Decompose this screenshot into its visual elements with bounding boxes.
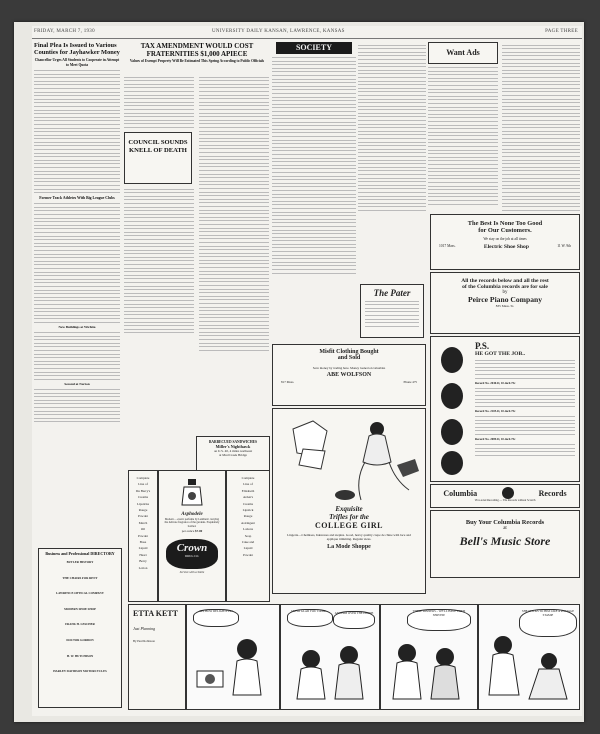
column-2	[124, 42, 270, 432]
column-1	[34, 42, 120, 547]
article-track-body	[34, 203, 120, 323]
portrait-2	[441, 383, 463, 409]
ps-body-3	[475, 416, 575, 435]
electric-line-2: for Our Customers.	[478, 227, 532, 234]
misfit-line-1: Misfit Clothing Bought	[319, 349, 379, 355]
columbia-title-row	[431, 487, 579, 499]
article-wichita-body	[34, 332, 120, 380]
complete2-item: Lotions	[242, 527, 254, 532]
peirce-line-3: by	[502, 290, 508, 295]
columbia-sub: Viva-tonal Recording — The Records without Scratch	[474, 499, 536, 502]
columbia-banner	[430, 484, 580, 508]
etta-title: ETTA KETT	[133, 609, 178, 618]
ps-body	[475, 360, 575, 379]
bbq-line-3: on U.S. 40, 4 miles northeast	[213, 449, 253, 453]
speech-bubble-2: I'M SO GLAD YOU CAME ...	[287, 609, 333, 627]
peirce-piano-ad	[430, 272, 580, 334]
etta-kett-title-panel	[128, 604, 186, 710]
council-box	[124, 132, 192, 184]
bells-line-1: Buy Your Columbia Records	[465, 519, 545, 526]
complete-item: Powder	[137, 533, 149, 538]
complete-item: March	[138, 520, 148, 525]
complete2-item: Complete	[241, 476, 255, 480]
asphodele-name: Asphodele	[181, 512, 203, 517]
complete2-item: Cake and	[241, 540, 255, 545]
complete2-item: Powder	[242, 552, 254, 557]
directory-entry: DOCTOR GORDON	[66, 637, 94, 642]
bells-name: Bell's Music Store	[459, 534, 551, 548]
arden-list	[227, 471, 269, 558]
society-banner: SOCIETY	[276, 42, 352, 54]
asphodele-price-label: per ounce	[181, 529, 195, 534]
ps-portraits	[435, 343, 471, 477]
directory-entry: HARLEY DAVIDSON MOTORCYCLES	[53, 669, 107, 674]
asphodele-desc: Modern ... exotic perfume by Lentheric carrying the delicate fragrance of the gardens. Exquisitely bottled.	[164, 518, 220, 528]
directory-entry: BUTLER HISTORY	[66, 560, 94, 564]
peirce-line-1: All the records below and all the rest	[461, 278, 549, 284]
pater-body	[361, 301, 423, 327]
electric-addr-left: 1017 Mass.	[439, 244, 456, 248]
ps-record-1: Record No. 2040-D, 10-inch 75c	[475, 381, 516, 386]
complete-item: Powder	[137, 514, 149, 519]
page-header	[32, 26, 582, 38]
complete2-item: Astringent	[241, 520, 255, 525]
headline-wichita: New Buildings at Wichita	[58, 325, 96, 330]
ps-record-3: Record No. 2089-D, 10-inch 75c	[475, 437, 516, 442]
column-3b	[358, 42, 426, 298]
header-rule	[32, 38, 582, 39]
misfit-addr: 817 Mass.	[281, 380, 295, 384]
electric-contact	[431, 241, 579, 250]
directory-list	[39, 561, 121, 674]
column-5-body	[502, 45, 580, 215]
want-ads-body	[428, 67, 498, 205]
complete-item: Creams	[137, 495, 149, 500]
directory-entry: H. W. HUTCHISON	[66, 653, 94, 658]
ps-content	[475, 341, 575, 458]
complete-item: Lotion	[138, 565, 148, 570]
society-body-2	[358, 45, 426, 211]
column-3	[272, 42, 356, 278]
college-girl-illustration	[273, 409, 423, 505]
lamode-name: La Mode Shoppe	[327, 544, 371, 550]
columbia-right: Records	[538, 488, 567, 498]
want-ads-title: Want Ads	[446, 48, 480, 57]
ps-record-2: Record No. 2105-D, 10-inch 75c	[475, 409, 516, 414]
perfume-bottle-icon	[181, 477, 203, 507]
bbq-line-4: at Mud Creek Bridge	[219, 453, 247, 457]
headline-council: COUNCIL SOUNDS KNELL OF DEATH	[128, 139, 188, 154]
article-norton-body	[34, 389, 120, 422]
misfit-line-2: and Sold	[337, 355, 361, 361]
etta-sub: Just Planning	[133, 626, 156, 631]
headline-track-athletes: Former Track Athletes With Big League Clubs	[39, 196, 115, 201]
electric-addr-right: 11 W. 9th	[557, 244, 571, 248]
peirce-addr: 835 Mass. St.	[495, 304, 515, 308]
complete2-item: Liquid	[243, 546, 253, 551]
crown-tagline: Service with a Smile	[179, 570, 205, 575]
bbq-line-1: BARBECUED SANDWICHES	[208, 440, 258, 444]
etta-by: By Paul Robinson	[133, 639, 155, 643]
ps-records-ad	[430, 336, 580, 482]
header-page: PAGE THREE	[545, 29, 578, 34]
crown-name: Crown	[176, 542, 208, 555]
bells-line-2: at	[503, 526, 507, 531]
pater-title: The Pater	[373, 288, 411, 298]
directory-entry: LAWRENCE OPTICAL COMPANY	[56, 591, 104, 596]
speech-bubble-1: OH, HOW DELIGHTFUL!	[193, 609, 239, 627]
misfit-contact	[273, 378, 425, 386]
comic-panel-3	[380, 604, 478, 710]
complete-item: Liquid	[138, 546, 148, 551]
asphodele-price-line	[159, 529, 225, 533]
pater-box	[360, 284, 424, 338]
bbq-ad	[196, 436, 270, 474]
du-barry-ad	[128, 470, 158, 602]
misfit-clothing-ad	[272, 344, 426, 406]
asphodele-crown-ad	[158, 470, 226, 602]
article-tax-col-a	[124, 74, 194, 131]
electric-name: Electric Shoe Shop	[483, 244, 529, 250]
complete2-item: Elizabeth	[241, 488, 255, 493]
du-barry-list	[129, 471, 157, 571]
business-directory	[38, 548, 122, 708]
ps-body-4	[475, 444, 575, 456]
society-body	[272, 57, 356, 274]
complete2-item: Line of	[243, 482, 253, 487]
newspaper-sheet	[14, 22, 584, 722]
la-mode-ad	[272, 408, 426, 594]
directory-entry: MODERN SHOE SHOP	[64, 606, 96, 611]
speech-bubble-4: THESE DINNERS – WE'LL HAVE THEM SERVED!	[407, 609, 471, 631]
complete-item: Line of	[138, 482, 148, 487]
newspaper-page	[32, 26, 582, 716]
arden-ad	[226, 470, 270, 602]
complete2-item: Arden's	[242, 495, 254, 500]
complete-item: Lipsticks	[136, 501, 150, 506]
electric-line-3: We stay on the job at all times	[483, 237, 527, 241]
article-tax-col-b	[124, 186, 194, 336]
crown-logo	[166, 539, 218, 569]
complete-item: Du Barry's	[135, 488, 151, 493]
complete-item: Rouge	[138, 508, 148, 513]
speech-bubble-5: SHE STICKS TO HIM LIKE A POSTAGE STAMP!	[519, 609, 577, 637]
ps-title: P.S.	[475, 341, 490, 351]
lamode-trifles: Trifles for the	[329, 513, 369, 521]
electric-line-1: The Best Is None Too Good	[467, 220, 543, 227]
comic-panel-4	[478, 604, 580, 710]
complete-item: Complete	[136, 476, 150, 480]
comic-panel-1	[186, 604, 280, 710]
complete2-item: Soap	[244, 533, 252, 538]
want-ads-box	[428, 42, 498, 64]
complete2-item: Creams	[242, 501, 254, 506]
bbq-line-2: Miller's Nighthawk	[215, 444, 251, 449]
lamode-college-girl: COLLEGE GIRL	[314, 521, 383, 530]
directory-entry: THE CHAIRS FOR RENT	[62, 575, 98, 580]
ps-tagline: HE GOT THE JOB..	[475, 351, 525, 357]
subhead-exempt-property: Values of Exempt Property Will Be Estimated This Spring According to Public Officials	[129, 59, 265, 63]
article-tax-col-c	[199, 74, 269, 353]
subhead-chancellor: Chancellor Urges All Students to Cooperate in Attempt to Meet Quota	[34, 58, 120, 67]
header-date: FRIDAY, MARCH 7, 1930	[34, 29, 95, 34]
directory-entry: FRANK H. LESCHER	[65, 622, 95, 627]
misfit-name: ABE WOLFSON	[326, 372, 372, 378]
portrait-4	[441, 451, 463, 475]
headline-jayhawker: Final Plea Is Issued to Various Counties for Jayhawker Money	[34, 42, 120, 57]
bells-music-ad	[430, 510, 580, 578]
columbia-left: Columbia	[443, 488, 478, 498]
complete-item: Base	[139, 540, 147, 545]
article-jayhawker-body	[34, 70, 120, 193]
complete2-item: Rouge	[243, 514, 253, 519]
ps-body-2	[475, 388, 575, 407]
crown-sub: DRUG CO.	[184, 554, 200, 559]
portrait-3	[441, 419, 463, 445]
electric-shoe-ad	[430, 214, 580, 270]
speech-bubble-3: ASK HIM OVER THE PHONE	[333, 611, 375, 629]
header-title: UNIVERSITY DAILY KANSAN, LAWRENCE, KANSAS	[212, 29, 345, 34]
comic-panel-2	[280, 604, 380, 710]
complete-item: Heart	[139, 552, 147, 557]
headline-norton: Second at Norton	[64, 382, 90, 387]
asphodele-price: $7.00	[195, 529, 203, 534]
misfit-phone: Phone 475	[403, 380, 417, 384]
lamode-exquisite: Exquisite	[335, 505, 363, 513]
headline-tax-amendment: TAX AMENDMENT WOULD COST FRATERNITIES $1,000 APIECE	[140, 42, 254, 58]
columbia-disc-icon	[502, 487, 514, 499]
complete-item: Berry	[139, 559, 147, 564]
complete-item: Oil	[140, 527, 146, 532]
misfit-line-3: Save money by trading here. Money loaned on valuables	[312, 366, 386, 370]
peirce-line-2: of the Columbia records are for sale	[462, 284, 548, 290]
complete2-item: Lipstick	[242, 508, 254, 513]
directory-title: Business and Professional DIRECTORY	[45, 551, 115, 556]
portrait-1	[441, 347, 463, 373]
peirce-name: Peirce Piano Company	[467, 295, 543, 304]
lamode-desc: Lingerie—Chemises, Inkstones and stepins. Good, heavy quality crepe de chine with lace and applique trimming. Regular sizes.	[287, 533, 411, 541]
